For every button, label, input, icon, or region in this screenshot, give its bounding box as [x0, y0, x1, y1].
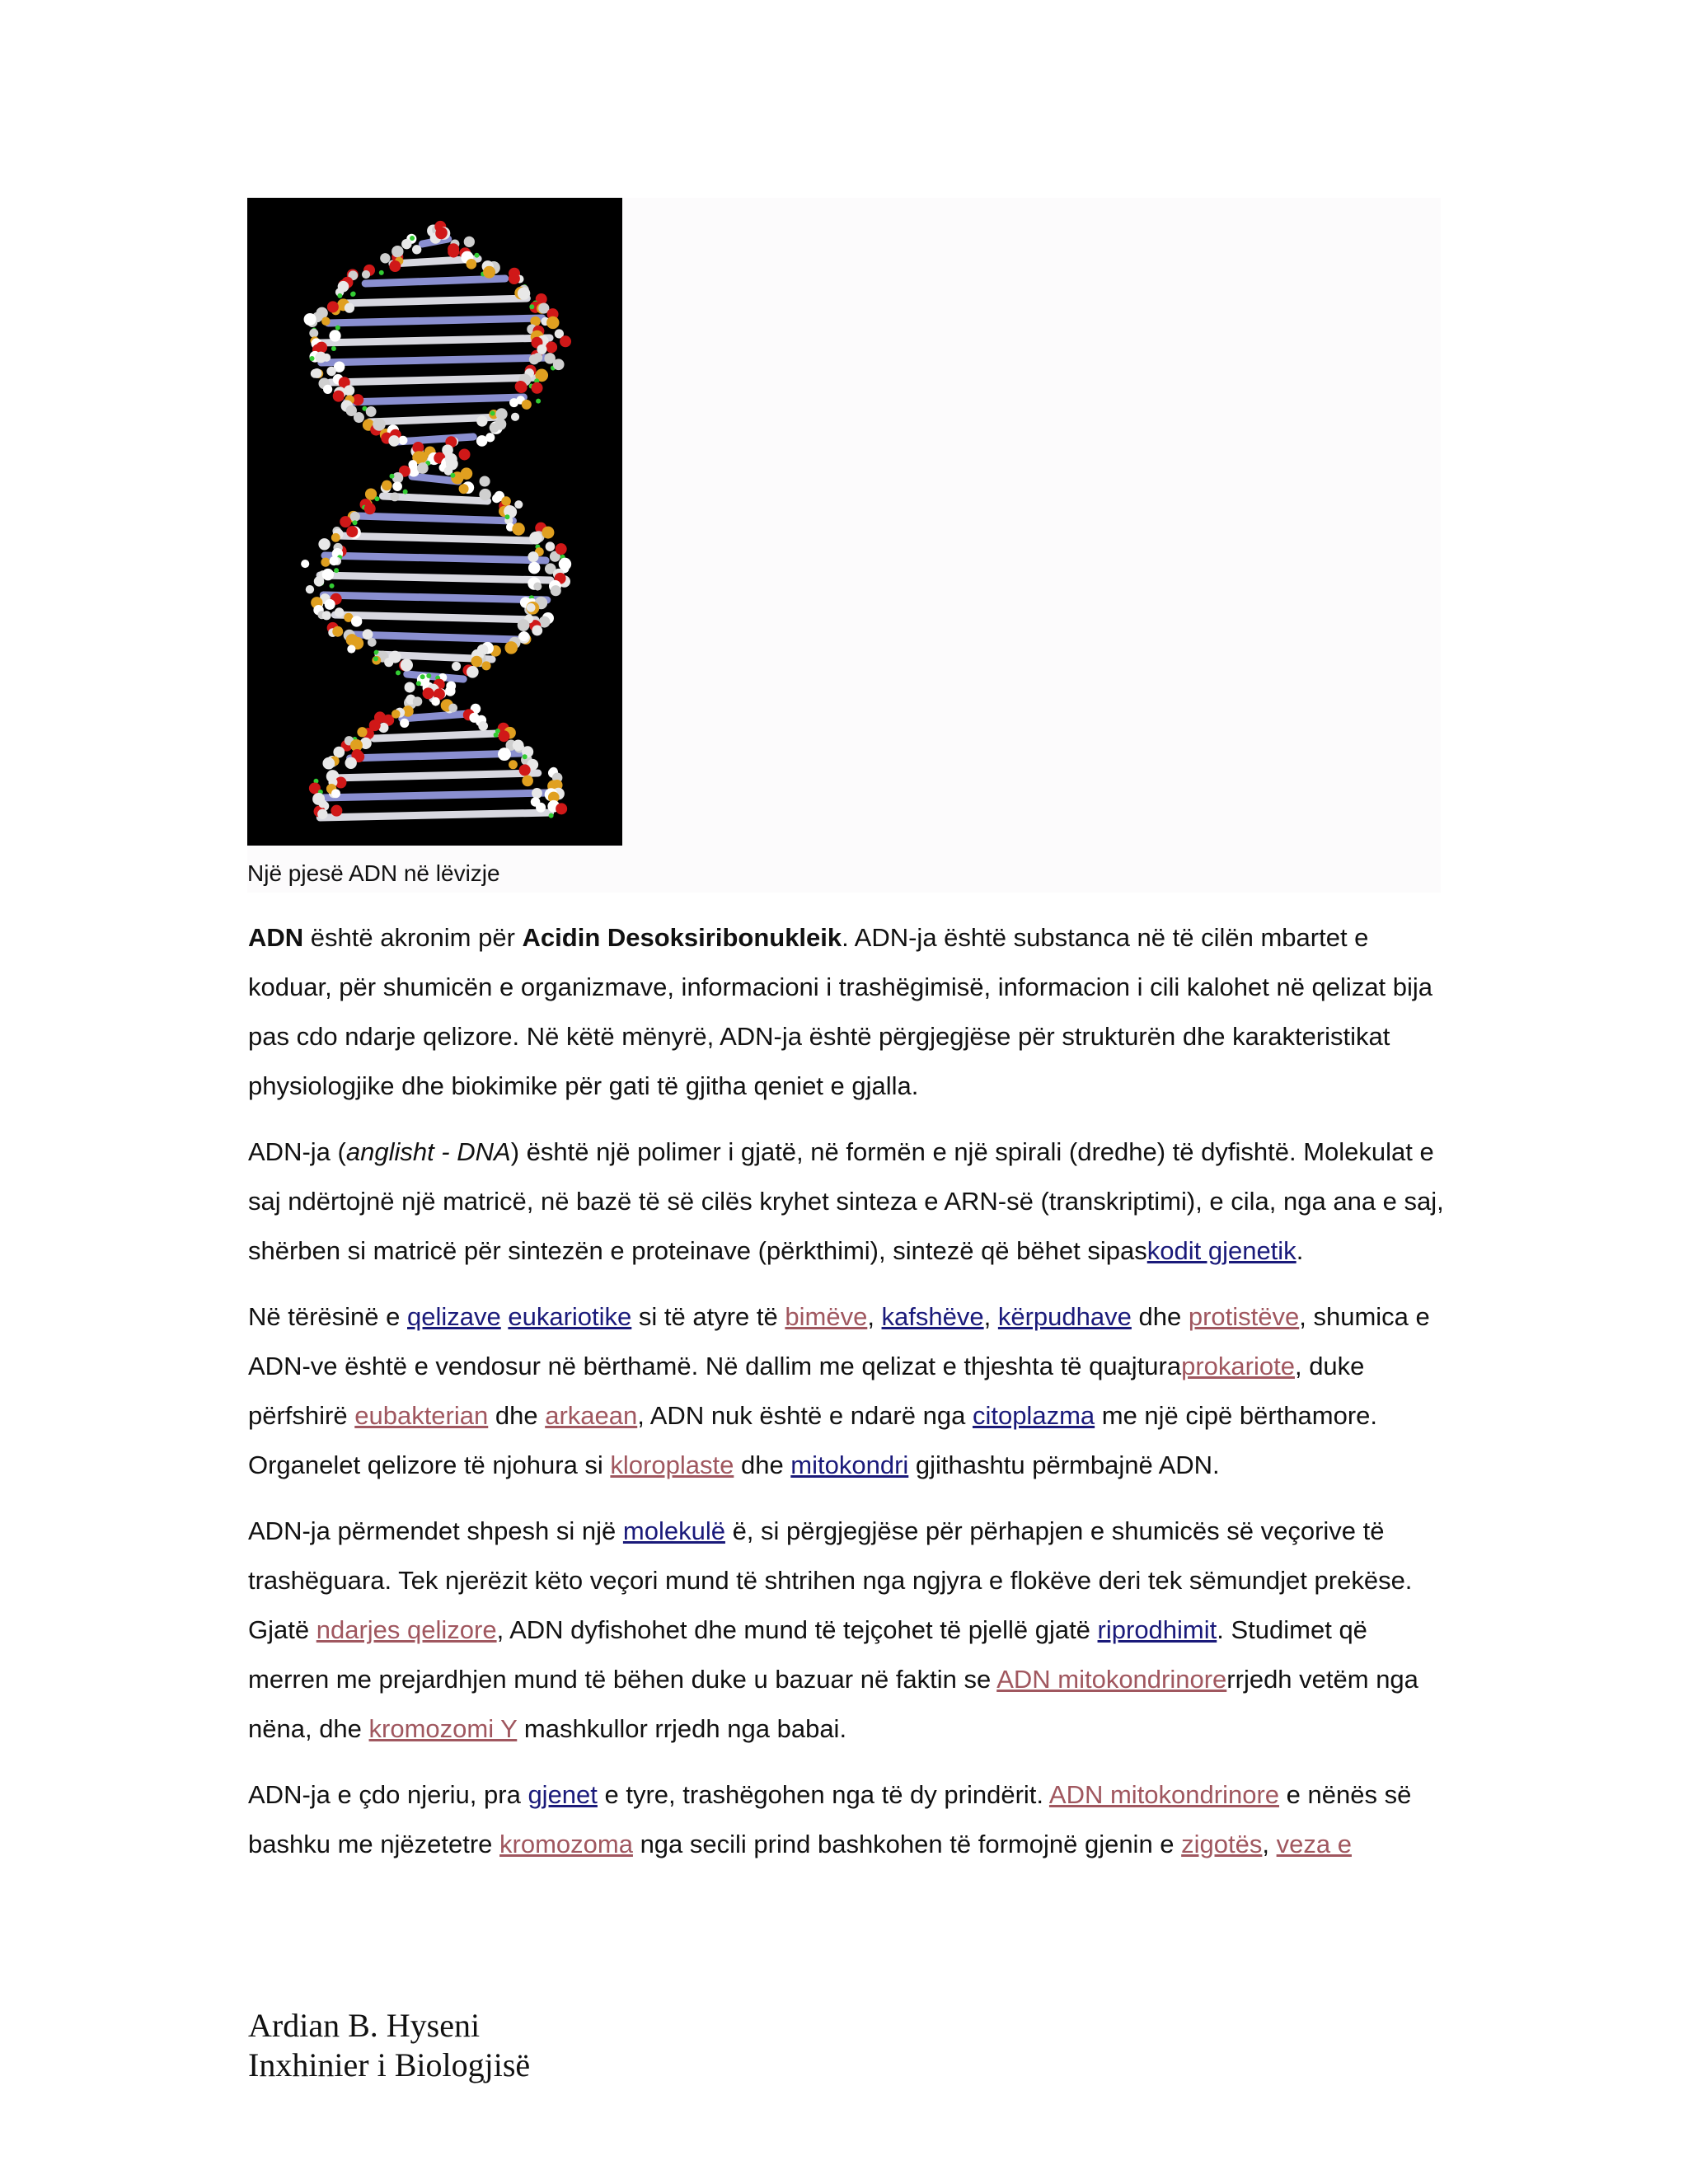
link-prokariote[interactable]: prokariote: [1181, 1352, 1295, 1380]
text: mashkullor rrjedh nga babai.: [517, 1714, 847, 1743]
text: ADN-ja e çdo njeriu, pra: [248, 1780, 528, 1809]
paragraph-3: [248, 1292, 1451, 1490]
author-title: Inxhinier i Biologjisë: [248, 2046, 531, 2083]
text: rrjedh vetëm nga nëna, dhe: [248, 1665, 1418, 1743]
link-zigotes[interactable]: zigotës: [1181, 1830, 1263, 1858]
paragraph-2: [248, 1127, 1451, 1276]
author-footer: [248, 2006, 530, 2085]
paragraph-1: [248, 913, 1451, 1111]
link-bimeve[interactable]: bimëve: [785, 1302, 868, 1331]
link-kodit-gjenetik[interactable]: kodit gjenetik: [1146, 1236, 1296, 1265]
text: . ADN-ja është substanca në të cilën mbartet e koduar, për shumicën e organizmave, informacioni i trashëgimisë, informacion i cili kalohet në qelizat bija pas cdo ndarje qelizore. Në këtë mënyrë, ADN-ja është përgjegjëse për strukturën dhe karakteristikat physiologjike dhe biokimike për gati të gjitha qeniet e gjalla.: [248, 923, 1433, 1100]
author-name: Ardian B. Hyseni: [248, 2007, 481, 2044]
dna-helix-graphic: [247, 198, 622, 846]
text: si të atyre të: [631, 1302, 785, 1331]
link-riprodhimit[interactable]: riprodhimit: [1097, 1615, 1217, 1644]
text: e tyre, trashëgohen nga të dy prindërit.: [597, 1780, 1049, 1809]
text: ) është një polimer i gjatë, në formën e një spirali (dredhe) të dyfishtë. Molekulat e saj ndërtojnë një matricë, në bazë të së cilës kryhet sinteza e ARN-së (transkriptimi), e cila, nga ana e saj, shërben si matricë për sintezën e proteinave (përkthimi), sintezë që bëhet sipas: [248, 1137, 1444, 1265]
paragraph-4: [248, 1507, 1451, 1754]
text: dhe: [488, 1401, 546, 1430]
bold-term: ADN: [248, 923, 304, 952]
article-body: [248, 913, 1451, 1886]
text: e nënës së bashku me njëzetetre: [248, 1780, 1412, 1858]
text: , shumica e ADN-ve është e vendosur në bërthamë. Në dallim me qelizat e thjeshta të quajtura: [248, 1302, 1430, 1380]
text: , duke përfshirë: [248, 1352, 1365, 1430]
link-kromozoma[interactable]: kromozoma: [499, 1830, 633, 1858]
link-arkaean[interactable]: arkaean: [545, 1401, 638, 1430]
link-mitokondri[interactable]: mitokondri: [790, 1451, 909, 1479]
text: ADN-ja përmendet shpesh si një: [248, 1516, 623, 1545]
figure-box: [247, 198, 1441, 893]
text: . Studimet që merren me prejardhjen mund të bëhen duke u bazuar në faktin se: [248, 1615, 1367, 1694]
link-eukariotike[interactable]: eukariotike: [508, 1302, 632, 1331]
text: , ADN dyfishohet dhe mund të tejçohet të pjellë gjatë: [496, 1615, 1098, 1644]
text: dhe: [1131, 1302, 1189, 1331]
text: ,: [983, 1302, 998, 1331]
link-molekule[interactable]: molekulë: [622, 1516, 725, 1545]
link-protisteve[interactable]: protistëve: [1188, 1302, 1300, 1331]
link-adn-mitokondrinore[interactable]: ADN mitokondrinore: [996, 1665, 1227, 1694]
text: Në tërësinë e: [248, 1302, 407, 1331]
link-gjenet[interactable]: gjenet: [528, 1780, 598, 1809]
text: ë, si përgjegjëse për përhapjen e shumicës së veçorive të trashëguara. Tek njerëzit këto veçori mund të shtrihen nga ngjyra e flokëve deri tek sëmundjet prekëse. Gjatë: [248, 1516, 1413, 1644]
text: gjithashtu përmbajnë ADN.: [908, 1451, 1220, 1479]
link-kafsheve[interactable]: kafshëve: [881, 1302, 984, 1331]
link-qelizave[interactable]: qelizave: [407, 1302, 501, 1331]
dna-helix-image: [247, 198, 622, 846]
link-adn-mitokondrinore-2[interactable]: ADN mitokondrinore: [1048, 1780, 1280, 1809]
link-citoplazma[interactable]: citoplazma: [972, 1401, 1095, 1430]
link-kerpudhave[interactable]: kërpudhave: [997, 1302, 1132, 1331]
text: me një cipë bërthamore. Organelet qelizore të njohura si: [248, 1401, 1378, 1479]
link-veza[interactable]: veza e: [1276, 1830, 1352, 1858]
text: ,: [867, 1302, 882, 1331]
paragraph-5: [248, 1770, 1451, 1869]
link-eubakterian[interactable]: eubakterian: [354, 1401, 489, 1430]
link-kloroplaste[interactable]: kloroplaste: [610, 1451, 734, 1479]
text: dhe: [734, 1451, 791, 1479]
text: , ADN nuk është e ndarë nga: [637, 1401, 973, 1430]
figure-caption: Një pjesë ADN në lëvizje: [247, 860, 500, 886]
bold-term: Acidin Desoksiribonukleik: [522, 923, 842, 952]
link-kromozomi-y[interactable]: kromozomi Y: [368, 1714, 518, 1743]
link-ndarjes-qelizore[interactable]: ndarjes qelizore: [316, 1615, 497, 1644]
text: nga secili prind bashkohen të formojnë gjenin e: [632, 1830, 1182, 1858]
italic-term: anglisht - DNA: [345, 1137, 511, 1166]
text: .: [1296, 1236, 1304, 1265]
text: është akronim për: [303, 923, 523, 952]
text: ,: [1262, 1830, 1277, 1858]
text: ADN-ja (: [248, 1137, 346, 1166]
